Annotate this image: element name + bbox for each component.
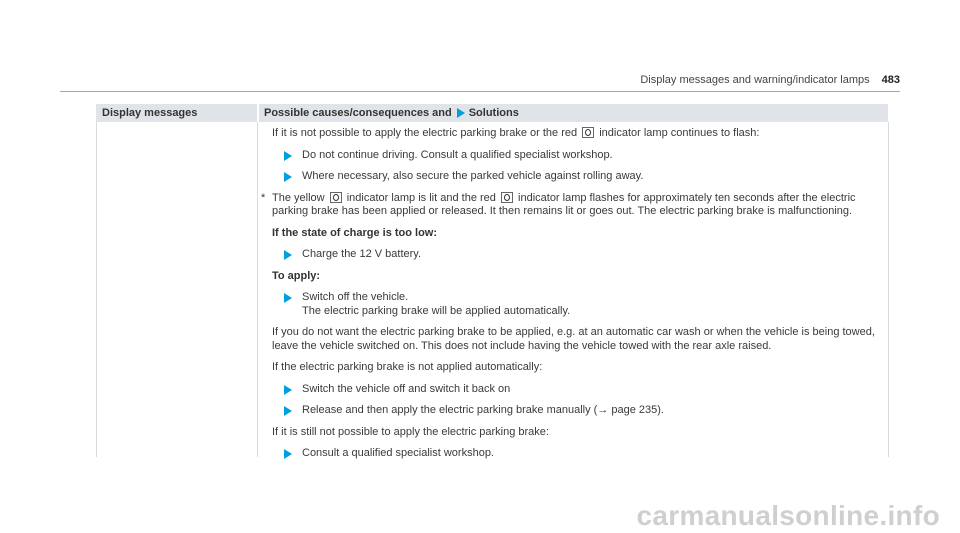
column-heading-causes-solutions [264, 107, 519, 119]
subheading: If the state of charge is too low: [272, 226, 438, 239]
instruction-step [284, 404, 884, 418]
page-number: 483 [881, 74, 900, 86]
step-text: Charge the 12 V battery. [302, 248, 422, 260]
column-heading-display-messages: Display messages [102, 107, 198, 119]
page-header-title: Display messages and warning/indicator lamps [640, 74, 870, 86]
header-divider [257, 104, 259, 122]
paragraph: If the electric parking brake is not applied automatically: [272, 361, 543, 373]
instruction-step [284, 383, 884, 397]
table-header [96, 104, 888, 122]
instruction-step [284, 149, 884, 163]
table-right-rule [888, 122, 889, 457]
subheading: To apply: [272, 269, 321, 282]
step-text: Switch off the vehicle. The electric parking brake will be applied automatically. [302, 291, 884, 318]
paragraph: If it is still not possible to apply the electric parking brake: [272, 425, 549, 438]
play-arrow-icon [284, 406, 292, 416]
solutions-content [261, 127, 884, 469]
parking-brake-lamp-icon [330, 192, 342, 203]
instruction-step [284, 447, 884, 461]
footnote-asterisk: * [261, 191, 266, 204]
footnote-paragraph: * The yellow indicator lamp is lit and the red indicator lamp flashes for approximately ten seconds after the electric parking brake has been applied or released. It then remains lit or goes out. The electric parking brake is malfunctioning. [261, 191, 856, 217]
paragraph: If it is not possible to apply the electric parking brake or the red indicator lamp continues to flash: [272, 127, 760, 139]
step-text: Where necessary, also secure the parked vehicle against rolling away. [302, 170, 644, 182]
header-rule [60, 91, 900, 92]
play-arrow-icon [284, 250, 292, 260]
instruction-step [284, 291, 884, 318]
column-divider [257, 122, 258, 457]
play-arrow-icon [284, 385, 292, 395]
play-arrow-icon [457, 108, 465, 118]
play-arrow-icon [284, 449, 292, 459]
play-arrow-icon [284, 293, 292, 303]
parking-brake-lamp-icon [582, 127, 594, 138]
step-text: Release and then apply the electric parking brake manually (→ page 235). [302, 404, 664, 416]
table-left-rule [96, 122, 97, 457]
column-heading-causes: Possible causes/consequences and [264, 107, 452, 119]
instruction-step [284, 248, 884, 262]
paragraph: If you do not want the electric parking brake to be applied, e.g. at an automatic car wash or when the vehicle is being towed, leave the vehicle switched on. This does not include having the vehicle towed with the rear axle raised. [272, 326, 875, 352]
instruction-step [284, 170, 884, 184]
page-header [60, 74, 900, 86]
play-arrow-icon [284, 151, 292, 161]
step-text: Switch the vehicle off and switch it back on [302, 382, 511, 395]
play-arrow-icon [284, 172, 292, 182]
column-heading-solutions: Solutions [468, 107, 519, 119]
step-result: The electric parking brake will be applied automatically. [302, 304, 571, 317]
watermark: carmanualsonline.info [636, 500, 940, 531]
step-text: Do not continue driving. Consult a qualified specialist workshop. [302, 148, 613, 161]
step-text: Consult a qualified specialist workshop. [302, 447, 494, 459]
parking-brake-lamp-icon [501, 192, 513, 203]
